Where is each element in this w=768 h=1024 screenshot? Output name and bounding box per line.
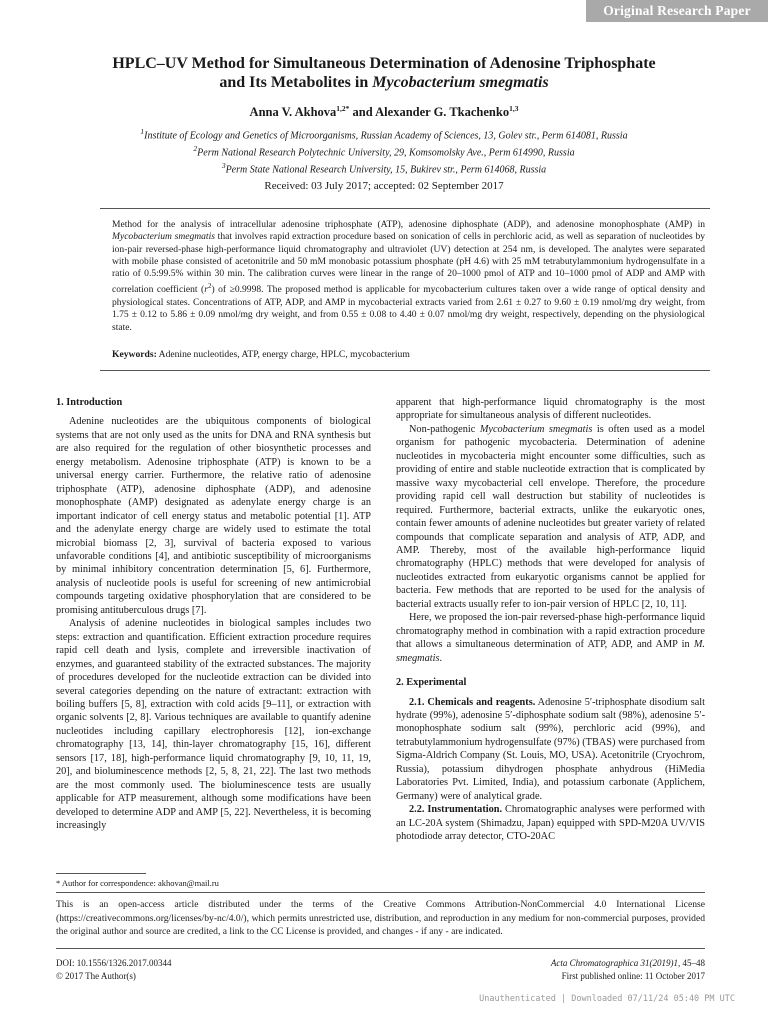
published-online: First published online: 11 October 2017 [561,971,705,981]
abstract-top-rule [100,208,710,209]
doi-block [56,957,172,983]
article-type-badge: Original Research Paper [586,0,768,22]
paragraph: Here, we proposed the ion-pair reversed-phase high-performance liquid chromatography method in combination with a rapid extraction procedure that allows a simultaneous determination of ATP, ADP, and AMP in M. smegmatis. [396,612,705,664]
journal-block [551,957,705,983]
affiliations [40,126,728,176]
license-top-rule [56,892,705,893]
author-2: Alexander G. Tkachenko [375,105,510,120]
paragraph: Analysis of adenine nucleotides in biological samples includes two steps: extraction and quantification. Efficient extraction procedure requires rapid cell death and lysis, complete and irreversible inactivation of enzymes, and guaranteed stability of the extracted substances. The majority of procedures developed for the nucleotide extraction can be divided into several categories depending on the nature of extractant: extraction with boiling buffers [5, 8], extraction with cold acids [9–11], or extraction with organic solvents [2, 8]. Various techniques are available to quantify adenine nucleotides including capillary electrophoresis [12], ion-exchange chromatography [13, 14], thin-layer chromatography [15, 16], different sensors [17, 18], high-performance liquid chromatography [9, 10, 11, 19, 20], and bioluminescence methods [2, 5, 8, 21, 22]. The last two methods are the most commonly used. The bioluminescence tests are usually applicable for ATP measurement, although some modifications have been developed to determine ADP and AMP [5, 22]. Nevertheless, it is becoming increasingly [56,618,371,832]
paragraph: apparent that high-performance liquid chromatography is the most appropriate for simultaneous analysis of different nucleotides. [396,397,705,422]
affiliation-2: $^2$Perm National Research Polytechnic University, 29, Komsomolsky Ave., Perm 614990, Russia [193,143,575,159]
paragraph: 2.2. Instrumentation. Chromatographic analyses were performed with an LC-20A system (Shimadzu, Japan) equipped with SPD-M20A UV/VIS photodiode array detector, CTO-20AC [396,804,705,843]
corresponding-author-footnote: * Author for correspondence: akhovan@mail.ru [56,878,219,888]
section-heading-introduction: 1. Introduction [56,397,123,408]
affiliation-1: $^1$Institute of Ecology and Genetics of Microorganisms, Russian Academy of Sciences, 13, Golev str., Perm 614081, Russia [140,127,628,142]
affiliation-3: $^3$Perm State National Research University, 15, Bukirev str., Perm 614068, Russia [221,160,547,175]
title-line-1: HPLC–UV Method for Simultaneous Determination of Adenosine Triphosphate [112,55,656,72]
left-column [56,396,371,833]
license-bottom-rule [56,948,705,949]
paragraph: Non-pathogenic Mycobacterium smegmatis is often used as a model organism for pathogenic mycobacteria. Determination of adenine nucleotides in mycobacteria might encounter some difficulties, such as providing of entire and stable nucleotide extraction that is complicated by massive waxy mycobacterial cell envelope. Therefore, the procedure providing rapid cell wall destruction but stability of nucleotides is required. Furthermore, bacterial extracts, unlike the eukaryotic ones, contain fewer amounts of adenine nucleotides but greater variety of related compounds that complicate separation and analysis of ATP, ADP, and AMP. Thereby, most of the available high-performance liquid chromatography (HPLC) methods that were developed for analysis of nucleotides extracted from eukaryotic organisms cannot be applied for bacteria. Few methods that are reported to be used for the analysis of bacterial extracts usually refer to ion-pair version of HPLC [2, 10, 11]. [396,423,705,610]
title-line-2: and Its Metabolites in Mycobacterium smegmatis [219,74,549,91]
received-dates: Received: 03 July 2017; accepted: 02 September 2017 [264,180,504,192]
footnote-rule [56,873,146,874]
paragraph: 2.1. Chemicals and reagents. Adenosine 5′-triphosphate disodium salt hydrate (99%), adenosine 5′-diphosphate sodium salt (98%), adenosine 5′-monophosphate sodium salt (99%), perchloric acid (99%), and tetrabutylammonium hydrogensulfate (97%) (TBAS) were purchased from Sigma-Aldrich Company (St. Louis, MO, USA). Acetonitrile (Cryochrom, Russia), potassium dihydrogen phosphate anhydrous (HiMedia Laboratories Pvt. Limited, India), and potassium carbonate (Applichem, Germany) were of analytical grade. [396,696,705,802]
paragraph: Adenine nucleotides are the ubiquitous components of biological systems that are not only used as the units for DNA and RNA synthesis but are also required for the regulation of other biosynthetic processes and energy metabolism. Adenosine triphosphate (ATP) is known to be a universal energy carrier. Furthermore, the relative ratio of adenosine triphosphate (ATP), adenosine diphosphate (ADP), and adenosine monophosphate (AMP) designated as adenylate energy charge is an important indicator of cell energy status and metabolic potential [1]. ATP and the adenylate energy charge are widely used to estimate the total microbial biomass [2, 3], survival of bacteria exposed to various unfavorable conditions [4], and antibiotic susceptibility of microorganisms by minimal inhibitory concentration determination [5, 6]. Furthermore, analysis of nucleotide pools is useful for screening of new antimicrobial compounds targeting oxidative phosphorylation that are considered to be promising antituberculous drugs [7]. [56,416,371,616]
copyright: © 2017 The Author(s) [56,971,136,981]
abstract-bottom-rule [100,370,710,371]
author-1: Anna V. Akhova [249,105,337,120]
license-notice: This is an open-access article distributed under the terms of the Creative Commons Attribution-NonCommercial 4.0 International License (https://creativecommons.org/licenses/by-nc/4.0/), which permits unrestricted use, distribution, and reproduction in any medium for non-commercial purposes, provided the original author and source are credited, a link to the CC License is provided, and changes - if any - are indicated. [56,899,705,938]
doi: DOI: 10.1556/1326.2017.00344 [56,958,172,968]
download-watermark: Unauthenticated | Downloaded 07/11/24 05:40 PM UTC [479,994,735,1004]
journal-citation: Acta Chromatographica 31(2019)1, 45–48 [550,958,705,968]
paper-title [40,54,728,92]
keywords: Keywords: Adenine nucleotides, ATP, energy charge, HPLC, mycobacterium [112,349,410,360]
right-column [396,396,705,844]
section-heading-experimental: 2. Experimental [396,677,467,689]
abstract: Method for the analysis of intracellular adenosine triphosphate (ATP), adenosine diphosphate (ADP), and adenosine monophosphate (AMP) in Mycobacterium smegmatis that involves rapid extraction procedure based on sonication of cells in perchloric acid, as well as separation of nucleotides by ion-pair reversed-phase high-performance liquid chromatography and ultraviolet (UV) detection at 254 nm, is developed. The analytes were separated with mobile phase consisted of acetonitrile and 50 mM monobasic potassium phosphate (pH 4.6) with 25 mM tetrabutylammonium hydrogensulfate in a ratio of 0.5:99.5% within 30 min. The calibration curves were linear in the range of 20–1000 pmol of ATP and 10–1000 pmol of ADP and AMP with correlation coefficient $(r^2)$ of ≥0.9998. The proposed method is applicable for mycobacterium cultures taken over a wide range of optical density and physiological states. Concentrations of ATP, ADP, and AMP in mycobacterial extracts varied from 2.61 ± 0.27 to 9.60 ± 0.19 nmol/mg dry weight, from 1.75 ± 0.12 to 5.86 ± 0.09 nmol/mg dry weight, and from 0.55 ± 0.08 to 4.40 ± 0.07 nmol/mg dry weight, respectively, depending on the physiological state. [112,219,705,333]
author-list: Anna V. Akhova$^{1,2*}$ and Alexander G. Tkachenko$^{1,3}$ [249,104,519,120]
